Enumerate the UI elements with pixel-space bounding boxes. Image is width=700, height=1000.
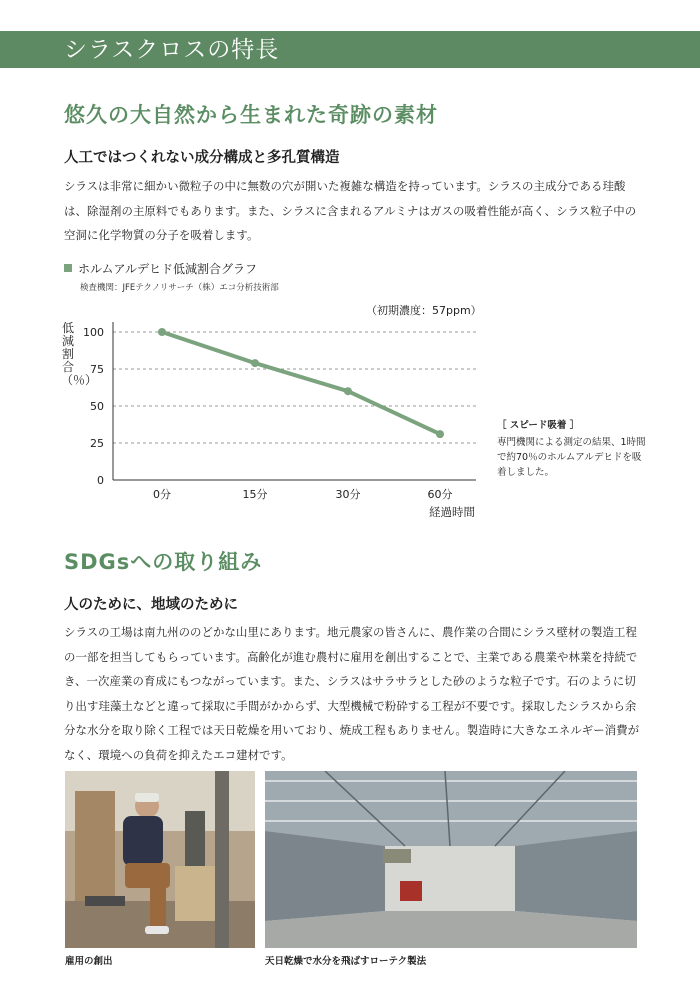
chart-y-axis-label: 低減割合（％）	[61, 321, 98, 387]
section-subheading-community: 人のために、地域のために	[64, 597, 238, 613]
initial-concentration: （初期濃度：57ppm）	[366, 304, 482, 317]
photo-caption-worker: 雇用の創出	[65, 956, 113, 967]
chart-x-tick-label: 60分	[427, 488, 453, 501]
note-title: ［ スピード吸着 ］	[497, 420, 580, 431]
worker-photo-image	[65, 771, 255, 948]
photo-caption-greenhouse: 天日乾燥で水分を飛ばすローテク製法	[265, 956, 427, 967]
chart-y-tick-label: 75	[90, 363, 104, 376]
chart-y-tick-label: 25	[90, 437, 104, 450]
chart-data-point	[158, 328, 166, 336]
graph-legend-label: ホルムアルデヒド低減割合グラフ	[78, 262, 258, 276]
chart-data-point	[344, 387, 352, 395]
greenhouse-photo-image	[265, 771, 637, 948]
section-heading-sdgs: SDGsへの取り組み	[64, 550, 263, 574]
chart-series-line	[162, 332, 440, 434]
page-title: シラスクロスの特長	[64, 37, 280, 63]
chart-data-point	[436, 430, 444, 438]
chart-y-tick-label: 0	[97, 474, 104, 487]
chart-x-axis-label: 経過時間	[429, 505, 475, 519]
chart-y-tick-label: 100	[83, 326, 104, 339]
section-subheading-structure: 人工ではつくれない成分構成と多孔質構造	[64, 150, 340, 166]
chart-x-tick-label: 15分	[242, 488, 268, 501]
section-heading-material: 悠久の大自然から生まれた奇跡の素材	[64, 103, 438, 127]
chart-y-tick-label: 50	[90, 400, 104, 413]
chart-data-point	[251, 359, 259, 367]
section-body-material: シラスは非常に細かい微粒子の中に無数の穴が開いた複雑な構造を持っています。シラスの主成分である珪酸は、除湿剤の主原料でもあります。また、シラスに含まれるアルミナはガスの吸着性能が高く、シラス粒子中の空洞に化学物質の分子を吸着します。	[64, 179, 637, 242]
photo-greenhouse	[265, 771, 637, 948]
inspection-agency: 検査機関：JFEテクノリサーチ（株）エコ分析技術部	[80, 283, 279, 293]
section-body-sdgs: シラスの工場は南九州ののどかな山里にあります。地元農家の皆さんに、農作業の合間にシラス壁材の製造工程の一部を担当してもらっています。高齢化が進む農村に雇用を創出することで、主業である農業や林業を持続でき、一次産業の育成にもつながっています。また、シラスはサラサラとした砂のような粒子です。石のように切り出す珪藻土などと違って採取に手間がかからず、大型機械で粉砕する工程が不要です。採取したシラスから余分な水分を取り除く工程では天日乾燥を用いており、焼成工程もありません。製造時に大きなエネルギー消費がなく、環境への負荷を抑えたエコ建材です。	[64, 625, 640, 762]
chart-x-tick-label: 0分	[153, 488, 171, 501]
chart-x-tick-label: 30分	[335, 488, 361, 501]
note-body: 専門機関による測定の結果、1時間で約70％のホルムアルデヒドを吸着しました。	[497, 437, 646, 478]
photo-worker	[65, 771, 255, 948]
